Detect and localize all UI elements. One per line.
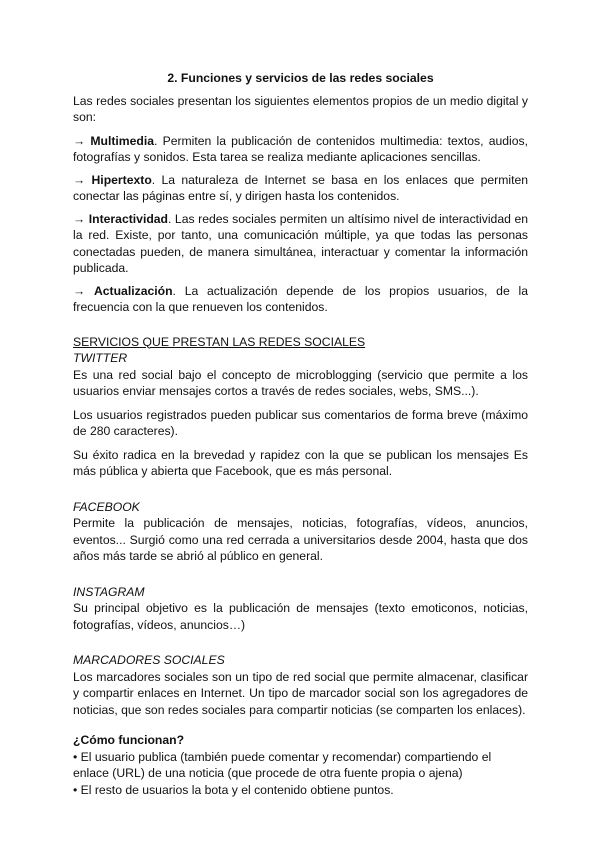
element-actualizacion xyxy=(73,283,528,316)
document-page xyxy=(73,70,528,798)
desc-interactividad: . Las redes sociales permiten un altísimo nivel de interactividad en la red. Existe, por tanto, una comunicación múltiple, ya que todas las personas conectadas pueden, de manera simultánea, interactuar y comentar la información publicada. xyxy=(73,211,528,275)
arrow-glyph: → xyxy=(73,211,86,226)
element-hipertexto xyxy=(73,172,528,205)
desc-multimedia: . Permiten la publicación de contenidos multimedia: textos, audios, fotografías y sonidos. Esta tarea se realiza mediante aplicaciones sencillas. xyxy=(73,133,528,164)
term-interactividad: Interactividad xyxy=(88,211,168,226)
page-title: 2. Funciones y servicios de las redes sociales xyxy=(167,71,434,85)
element-interactividad xyxy=(73,211,528,277)
twitter-heading: TWITTER xyxy=(73,351,128,365)
element-multimedia xyxy=(73,133,528,166)
arrow-glyph: → xyxy=(73,172,86,187)
facebook-paragraph: Permite la publicación de mensajes, noticias, fotografías, vídeos, anuncios, eventos... Surgió como una red cerrada a universitarios desde 2004, hasta que dos años más tarde se abrió al público en general. xyxy=(73,516,528,563)
facebook-heading: FACEBOOK xyxy=(73,499,140,514)
how-bullet-1: • El usuario publica (también puede comentar y recomendar) compartiendo el enlace (URL) de una noticia (que procede de otra fuente propia o ajena) xyxy=(73,749,492,780)
marcadores-heading: MARCADORES SOCIALES xyxy=(73,653,225,667)
term-actualizacion: Actualización xyxy=(93,283,173,298)
twitter-paragraph-3: Su éxito radica en la brevedad y rapidez con la que se publican los mensajes Es más pública y abierta que Facebook, que es más personal. xyxy=(73,447,528,478)
arrow-glyph: → xyxy=(73,283,86,298)
instagram-heading: INSTAGRAM xyxy=(73,584,145,599)
term-multimedia: Multimedia xyxy=(90,133,155,148)
desc-hipertexto: . La naturaleza de Internet se basa en los enlaces que permiten conectar las páginas entre sí, y dirigen hasta los contenidos. xyxy=(73,172,529,203)
desc-actualizacion: . La actualización depende de los propios usuarios, de la frecuencia con la que renueven los contenidos. xyxy=(73,283,528,314)
how-question: ¿Cómo funcionan? xyxy=(73,733,185,747)
twitter-paragraph-1: Es una red social bajo el concepto de microblogging (servicio que permite a los usuarios enviar mensajes cortos a través de redes sociales, webs, SMS...). xyxy=(73,367,528,398)
intro-paragraph: Las redes sociales presentan los siguientes elementos propios de un medio digital y son: xyxy=(73,93,528,124)
marcadores-paragraph: Los marcadores sociales son un tipo de red social que permite almacenar, clasificar y compartir enlaces en Internet. Un tipo de marcador social son los agregadores de noticias, que son redes sociales para compartir noticias (se comparten los enlaces). xyxy=(73,669,528,717)
how-bullet-2: • El resto de usuarios la bota y el contenido obtiene puntos. xyxy=(73,782,394,797)
services-heading: SERVICIOS QUE PRESTAN LAS REDES SOCIALES xyxy=(73,334,366,349)
term-hipertexto: Hipertexto xyxy=(91,172,152,187)
instagram-paragraph: Su principal objetivo es la publicación de mensajes (texto emoticonos, noticias, fotografías, vídeos, anuncios…) xyxy=(73,601,528,632)
arrow-glyph: → xyxy=(73,133,86,148)
twitter-paragraph-2: Los usuarios registrados pueden publicar sus comentarios de forma breve (máximo de 280 caracteres). xyxy=(73,407,528,438)
